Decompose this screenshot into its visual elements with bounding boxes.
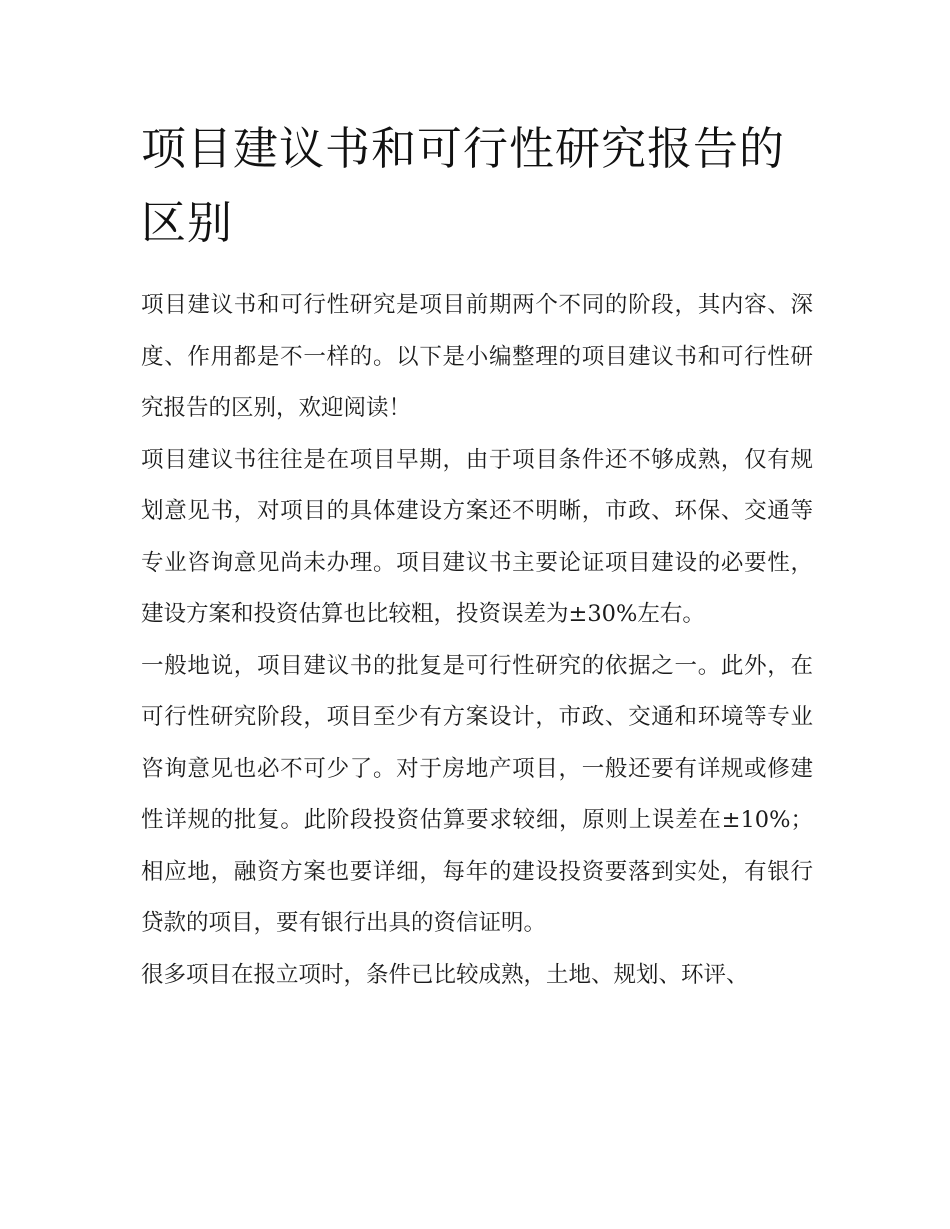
paragraph-proposal: 项目建议书往往是在项目早期，由于项目条件还不够成熟，仅有规划意见书，对项目的具体建设方案还不明晰，市政、环保、交通等专业咨询意见尚未办理。项目建议书主要论证项目建设的必要性，建设方案和投资估算也比较粗，投资误差为±30%左右。 bbox=[141, 446, 813, 627]
document-content bbox=[141, 112, 813, 1001]
paragraph-intro: 项目建议书和可行性研究是项目前期两个不同的阶段，其内容、深度、作用都是不一样的。以下是小编整理的项目建议书和可行性研究报告的区别，欢迎阅读！ bbox=[141, 292, 813, 421]
document-body bbox=[141, 280, 813, 1001]
document-title: 项目建议书和可行性研究报告的区别 bbox=[141, 122, 786, 249]
paragraph-feasibility: 一般地说，项目建议书的批复是可行性研究的依据之一。此外，在可行性研究阶段，项目至少有方案设计，市政、交通和环境等专业咨询意见也必不可少了。对于房地产项目，一般还要有详规或修建性详规的批复。此阶段投资估算要求较细，原则上误差在±10%；相应地，融资方案也要详细，每年的建设投资要落到实处，有银行贷款的项目，要有银行出具的资信证明。 bbox=[141, 652, 813, 936]
paragraph-approval: 很多项目在报立项时，条件已比较成熟，土地、规划、环评、 bbox=[141, 961, 749, 988]
